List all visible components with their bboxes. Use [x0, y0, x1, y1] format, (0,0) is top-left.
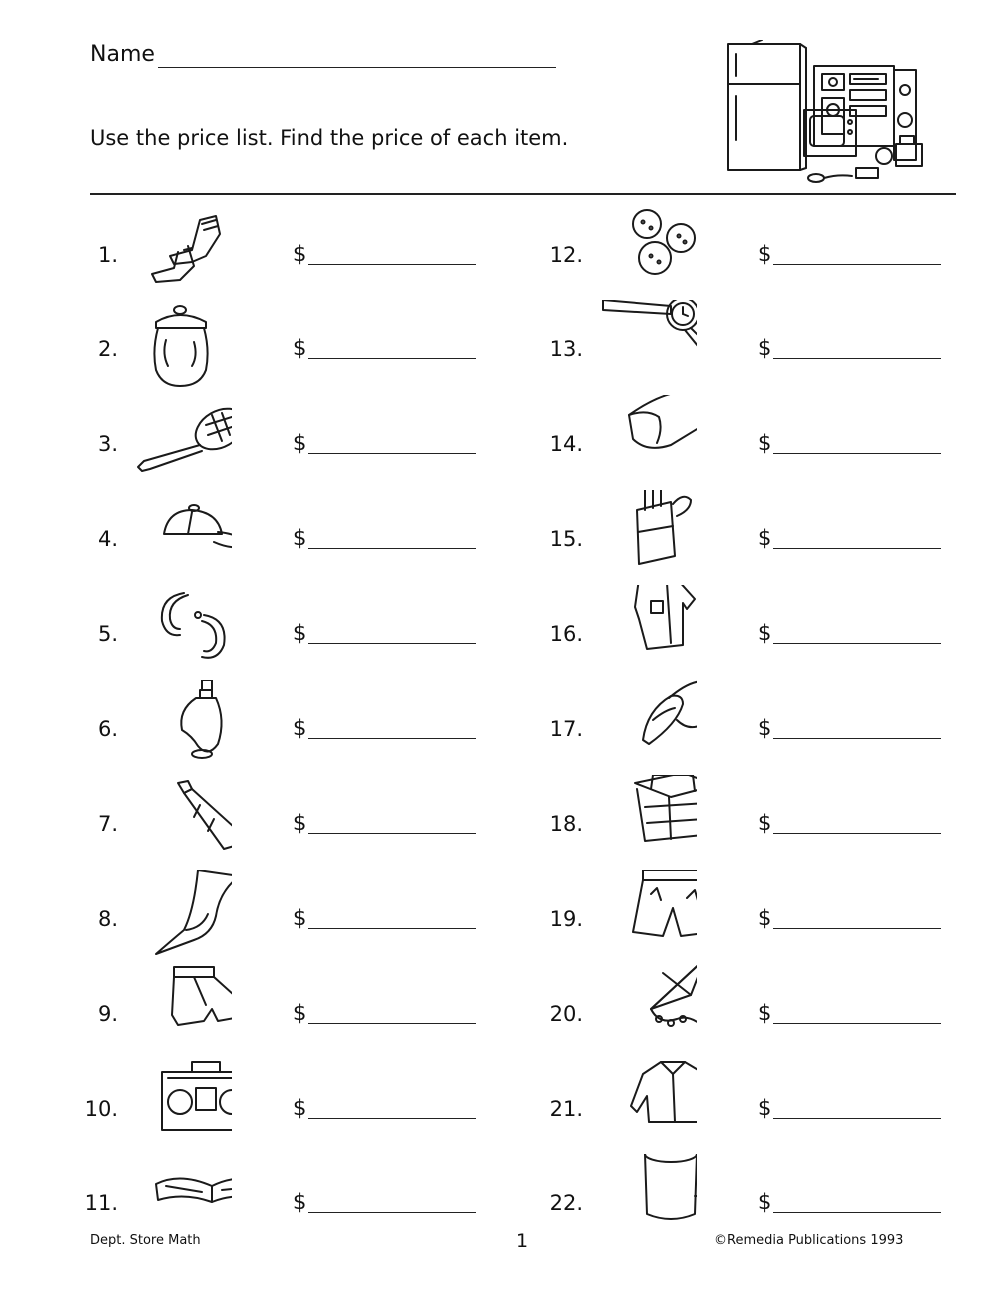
cookies-icon	[587, 206, 697, 302]
price-answer-field[interactable]	[773, 1118, 941, 1119]
price-answer-field[interactable]	[308, 264, 476, 265]
item-number: 10.	[84, 1097, 118, 1121]
currency-symbol: $	[293, 1001, 307, 1025]
item-number: 18.	[549, 812, 583, 836]
currency-symbol: $	[293, 242, 307, 266]
item-number: 21.	[549, 1097, 583, 1121]
item-number: 11.	[84, 1191, 118, 1215]
price-answer-field[interactable]	[773, 1023, 941, 1024]
shorts-icon	[122, 965, 232, 1061]
jar-icon	[122, 300, 232, 396]
currency-symbol: $	[293, 431, 307, 455]
item-number: 9.	[97, 1002, 118, 1026]
currency-symbol: $	[293, 906, 307, 930]
crayons-icon	[587, 490, 697, 586]
item-number: 19.	[549, 907, 583, 931]
price-answer-field[interactable]	[308, 738, 476, 739]
currency-symbol: $	[293, 1096, 307, 1120]
slipper-icon	[587, 395, 697, 491]
price-answer-field[interactable]	[308, 1212, 476, 1213]
perfume-icon	[122, 680, 232, 776]
item-number: 2.	[97, 337, 118, 361]
item-number: 14.	[549, 432, 583, 456]
price-answer-field[interactable]	[308, 928, 476, 929]
currency-symbol: $	[758, 242, 772, 266]
sandals-icon	[587, 680, 697, 776]
currency-symbol: $	[293, 716, 307, 740]
item-number: 15.	[549, 527, 583, 551]
currency-symbol: $	[758, 1096, 772, 1120]
price-answer-field[interactable]	[773, 453, 941, 454]
earrings-icon	[122, 585, 232, 681]
page-number: 1	[516, 1230, 529, 1252]
price-answer-field[interactable]	[773, 643, 941, 644]
currency-symbol: $	[758, 1001, 772, 1025]
price-answer-field[interactable]	[773, 264, 941, 265]
item-number: 4.	[97, 527, 118, 551]
item-number: 16.	[549, 622, 583, 646]
price-answer-field[interactable]	[308, 643, 476, 644]
price-answer-field[interactable]	[773, 738, 941, 739]
currency-symbol: $	[758, 716, 772, 740]
footer-title: Dept. Store Math	[90, 1233, 201, 1248]
price-answer-field[interactable]	[308, 1023, 476, 1024]
currency-symbol: $	[293, 336, 307, 360]
item-number: 13.	[549, 337, 583, 361]
price-answer-field[interactable]	[773, 833, 941, 834]
currency-symbol: $	[758, 526, 772, 550]
item-number: 12.	[549, 243, 583, 267]
tennis-racket-icon	[122, 395, 232, 491]
currency-symbol: $	[293, 811, 307, 835]
currency-symbol: $	[293, 1190, 307, 1214]
item-number: 20.	[549, 1002, 583, 1026]
price-answer-field[interactable]	[308, 453, 476, 454]
cap-icon	[122, 490, 232, 586]
price-answer-field[interactable]	[773, 548, 941, 549]
radio-icon	[122, 1060, 232, 1156]
necktie-icon	[122, 775, 232, 871]
currency-symbol: $	[758, 336, 772, 360]
basket-icon	[587, 775, 697, 871]
mug-icon	[587, 1154, 697, 1250]
item-number: 17.	[549, 717, 583, 741]
item-number: 6.	[97, 717, 118, 741]
price-answer-field[interactable]	[773, 1212, 941, 1213]
currency-symbol: $	[293, 621, 307, 645]
currency-symbol: $	[758, 621, 772, 645]
currency-symbol: $	[758, 431, 772, 455]
item-number: 5.	[97, 622, 118, 646]
item-number: 1.	[97, 243, 118, 267]
price-answer-field[interactable]	[308, 833, 476, 834]
currency-symbol: $	[293, 526, 307, 550]
price-answer-field[interactable]	[308, 358, 476, 359]
price-answer-field[interactable]	[773, 358, 941, 359]
jacket-icon	[587, 1060, 697, 1156]
instructions: Use the price list. Find the price of each item.	[90, 126, 569, 150]
name-label: Name	[90, 42, 155, 67]
socks-icon	[122, 206, 232, 302]
currency-symbol: $	[758, 906, 772, 930]
price-answer-field[interactable]	[308, 1118, 476, 1119]
currency-symbol: $	[758, 1190, 772, 1214]
kite-icon	[587, 965, 697, 1061]
swim-trunks-icon	[587, 870, 697, 966]
price-answer-field[interactable]	[773, 928, 941, 929]
item-number: 22.	[549, 1191, 583, 1215]
currency-symbol: $	[758, 811, 772, 835]
item-number: 3.	[97, 432, 118, 456]
copyright: ©Remedia Publications 1993	[714, 1233, 904, 1248]
scarf-icon	[122, 870, 232, 966]
watch-icon	[587, 300, 697, 396]
item-number: 7.	[97, 812, 118, 836]
item-number: 8.	[97, 907, 118, 931]
price-answer-field[interactable]	[308, 548, 476, 549]
shirt-icon	[587, 585, 697, 681]
